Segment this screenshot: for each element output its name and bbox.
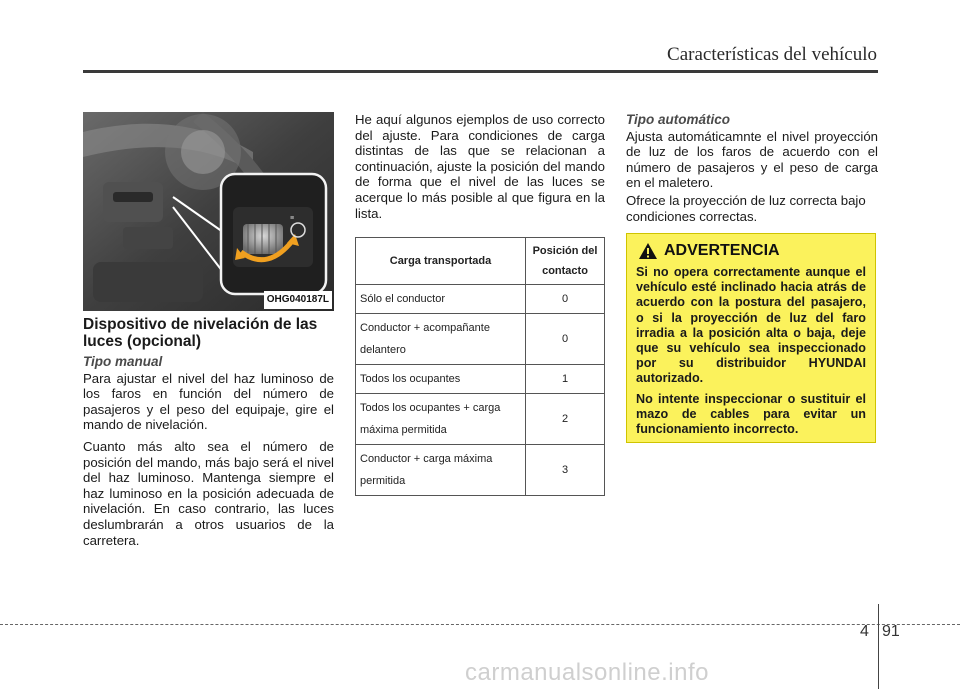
table-row (356, 314, 605, 365)
table-row (356, 445, 605, 496)
cell-position: 1 (526, 365, 605, 394)
cell-load: Conductor + carga máxima permitida (356, 445, 526, 496)
header-carga: Carga transportada (356, 238, 526, 285)
header-posicion: Posición del contacto (526, 238, 605, 285)
warning-header (638, 242, 866, 260)
footer-vertical-rule (878, 604, 879, 689)
load-table (355, 237, 605, 496)
manual-paragraph-2: Cuanto más alto sea el número de posición del mando, más bajo será el nivel del haz luminoso. Mantenga siempre el haz luminoso en la posición adecuada de nivelación. En caso contrario, las luces deslumbrarán a otros usuarios de la carretera. (83, 438, 334, 548)
auto-paragraph-2: Ofrece la proyección de luz correcta bajo condiciones correctas. (626, 192, 866, 224)
header-rule (83, 70, 878, 73)
headlight-leveling-dial-photo (83, 112, 334, 311)
auto-type-title: Tipo automático (626, 112, 731, 127)
cell-position: 3 (526, 445, 605, 496)
left-column (83, 112, 334, 554)
page-header-title: Características del vehículo (667, 44, 877, 65)
warning-text-2: No intente inspeccionar o sustituir el mazo de cables para evitar un funcionamiento incorrecto. (636, 391, 866, 437)
cell-load: Todos los ocupantes (356, 365, 526, 394)
headlight-leveling-figure (83, 112, 334, 311)
footer-dashed-rule (0, 624, 960, 625)
table-row (356, 285, 605, 314)
table-header-row (356, 238, 605, 285)
chapter-number: 4 (860, 623, 869, 640)
table-row (356, 394, 605, 445)
cell-position: 0 (526, 314, 605, 365)
right-column (626, 112, 878, 230)
warning-title: ADVERTENCIA (664, 242, 780, 259)
warning-box (626, 233, 876, 443)
svg-text:≡: ≡ (290, 215, 295, 222)
cell-load: Sólo el conductor (356, 285, 526, 314)
middle-column (355, 112, 605, 496)
cell-load: Conductor + acompañante delantero (356, 314, 526, 365)
manual-paragraph-1: Para ajustar el nivel del haz luminoso de los faros en función del número de pasajeros y el peso del equipaje, gire el mando de nivelación. (83, 370, 334, 433)
cell-load: Todos los ocupantes + carga máxima permitida (356, 394, 526, 445)
watermark-text: carmanualsonline.info (465, 659, 709, 686)
cell-position: 2 (526, 394, 605, 445)
intro-paragraph: He aquí algunos ejemplos de uso correcto del ajuste. Para condiciones de carga distintas de las que se relacionan a continuación, ajuste la posición del mando de forma que el nivel de las luces se acerque lo más posible al que figura en la lista. (355, 112, 605, 221)
warning-text-1: Si no opera correctamente aunque el vehículo esté inclinado hacia atrás de acuerdo con la postura del pasajero, o si la proyección de luz del faro irradia a la posición alta o baja, deje que su vehículo sea inspeccionado por su distribuidor HYUNDAI autorizado. (636, 265, 866, 386)
page-number: 91 (882, 623, 900, 640)
auto-paragraph-1: Ajusta automáticamnte el nivel proyección de luz de los faros de acuerdo con el número de pasajeros y el peso de carga en el maletero. (626, 128, 878, 191)
cell-position: 0 (526, 285, 605, 314)
warning-triangle-icon (638, 242, 658, 260)
table-row (356, 365, 605, 394)
manual-type-title: Tipo manual (83, 354, 163, 369)
section-title: Dispositivo de nivelación de las luces (opcional) (83, 316, 318, 350)
figure-code: OHG040187L (264, 291, 332, 309)
